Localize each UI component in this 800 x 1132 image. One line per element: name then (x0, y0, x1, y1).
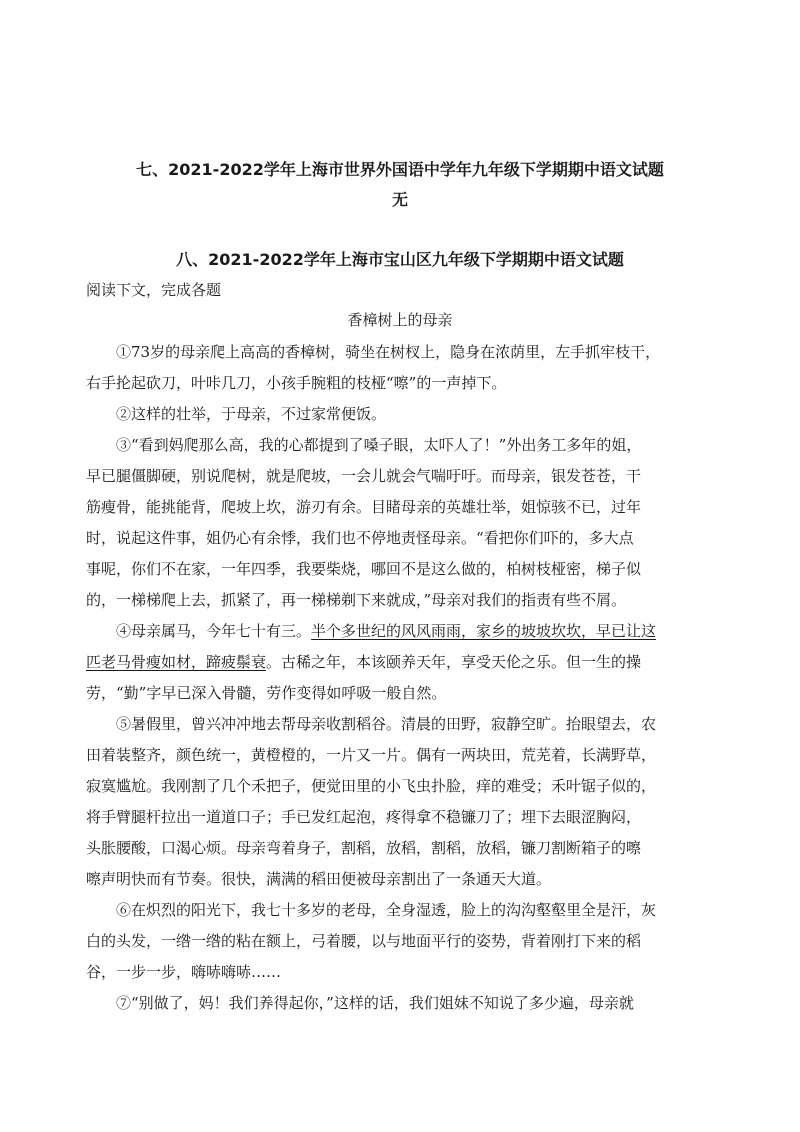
paragraph-line: 将手臂腿杆拉出一道道口子；手已发红起泡，疼得拿不稳镰刀了；埋下去眼涩胸闷， (86, 808, 642, 826)
paragraph-line (116, 621, 718, 641)
paragraph-line: 嚓声明快而有节奏。很快，满满的稻田便被母亲割出了一条通天大道。 (86, 870, 552, 888)
paragraph-line: 的，一梯梯爬上去，抓紧了，再一梯梯剃下来就成，”母亲对我们的指责有些不屑。 (86, 591, 627, 609)
article-title: 香樟树上的母亲 (347, 311, 453, 329)
plain-text: ④母亲属马，今年七十有三。 (116, 622, 312, 640)
section-7-title: 七、2021-2022学年上海市世界外国语中学年九年级下学期期中语文试题 (136, 160, 664, 179)
paragraph-line: ②这样的壮举，于母亲，不过家常便饭。 (116, 405, 387, 423)
paragraph-line: ⑥在炽烈的阳光下，我七十多岁的老母，全身湿透，脸上的沟沟壑壑里全是汗，灰 (116, 901, 657, 919)
paragraph-line: 白的头发，一绺一绺的粘在额上，弓着腰，以与地面平行的姿势，背着刚打下来的稻 (86, 932, 642, 950)
paragraph-line: 时，说起这件事，姐仍心有余悸，我们也不停地责怪母亲。“看把你们吓的，多大点 (86, 529, 634, 547)
paragraph-line: 早已腿僵脚硬，别说爬树，就是爬坡，一会儿就会气喘吁吁。而母亲，银发苍苍，干 (86, 467, 642, 485)
paragraph-line: 田着装整齐，颜色统一，黄橙橙的，一片又一片。偶有一两块田，荒芜着，长满野草， (86, 746, 657, 764)
paragraph-line (86, 652, 718, 672)
paragraph-line: ①73岁的母亲爬上高高的香樟树，骑坐在树杈上，隐身在浓荫里，左手抓牢枝干， (116, 343, 661, 361)
paragraph-line: ⑤暑假里，曾兴冲冲地去帮母亲收割稻谷。清晨的田野，寂静空旷。抬眼望去，农 (116, 715, 657, 733)
paragraph-line: 劳，“勤”字早已深入骨髓，劳作变得如呼吸一般自然。 (86, 684, 447, 702)
underlined-text: 匹老马骨瘦如材，蹄疲鬃衰 (86, 653, 267, 671)
paragraph-line: ③“看到妈爬那么高，我的心都提到了嗓子眼，太吓人了！”外出务工多年的姐， (116, 436, 642, 454)
paragraph-line: ⑦“别做了，妈！我们养得起你，”这样的话，我们姐妹不知说了多少遍，母亲就 (116, 994, 634, 1012)
instruction-text: 阅读下文，完成各题 (86, 281, 222, 299)
section-8-title: 八、2021-2022学年上海市宝山区九年级下学期期中语文试题 (176, 250, 624, 269)
section-7-content: 无 (391, 190, 408, 209)
paragraph-line: 头胀腰酸，口渴心烦。母亲弯着身子，割稻，放稻，割稻，放稻，镰刀割断箱子的嚓 (86, 839, 642, 857)
paragraph-line: 谷，一步一步，嗨哧嗨哧…… (86, 963, 282, 981)
paragraph-line: 筋瘦骨，能挑能背，爬坡上坎，游刃有余。目睹母亲的英雄壮举，姐惊骇不已，过年 (86, 498, 642, 516)
paragraph-line: 事呢，你们不在家，一年四季，我要柴烧，哪回不是这么做的，柏树枝桠密，梯子似 (86, 560, 642, 578)
paragraph-line: 右手抡起砍刀，叶咔几刀，小孩手腕粗的枝桠“嚓”的一声掉下。 (86, 374, 507, 392)
underlined-text: 半个多世纪的风风雨雨，家乡的坡坡坎坎，早已让这 (311, 622, 657, 640)
paragraph-line: 寂寞尴尬。我刚割了几个禾把子，便觉田里的小飞虫扑脸，痒的难受；禾叶锯子似的， (86, 777, 657, 795)
plain-text: 。古稀之年，本该颐养天年，享受天伦之乐。但一生的操 (266, 653, 642, 671)
